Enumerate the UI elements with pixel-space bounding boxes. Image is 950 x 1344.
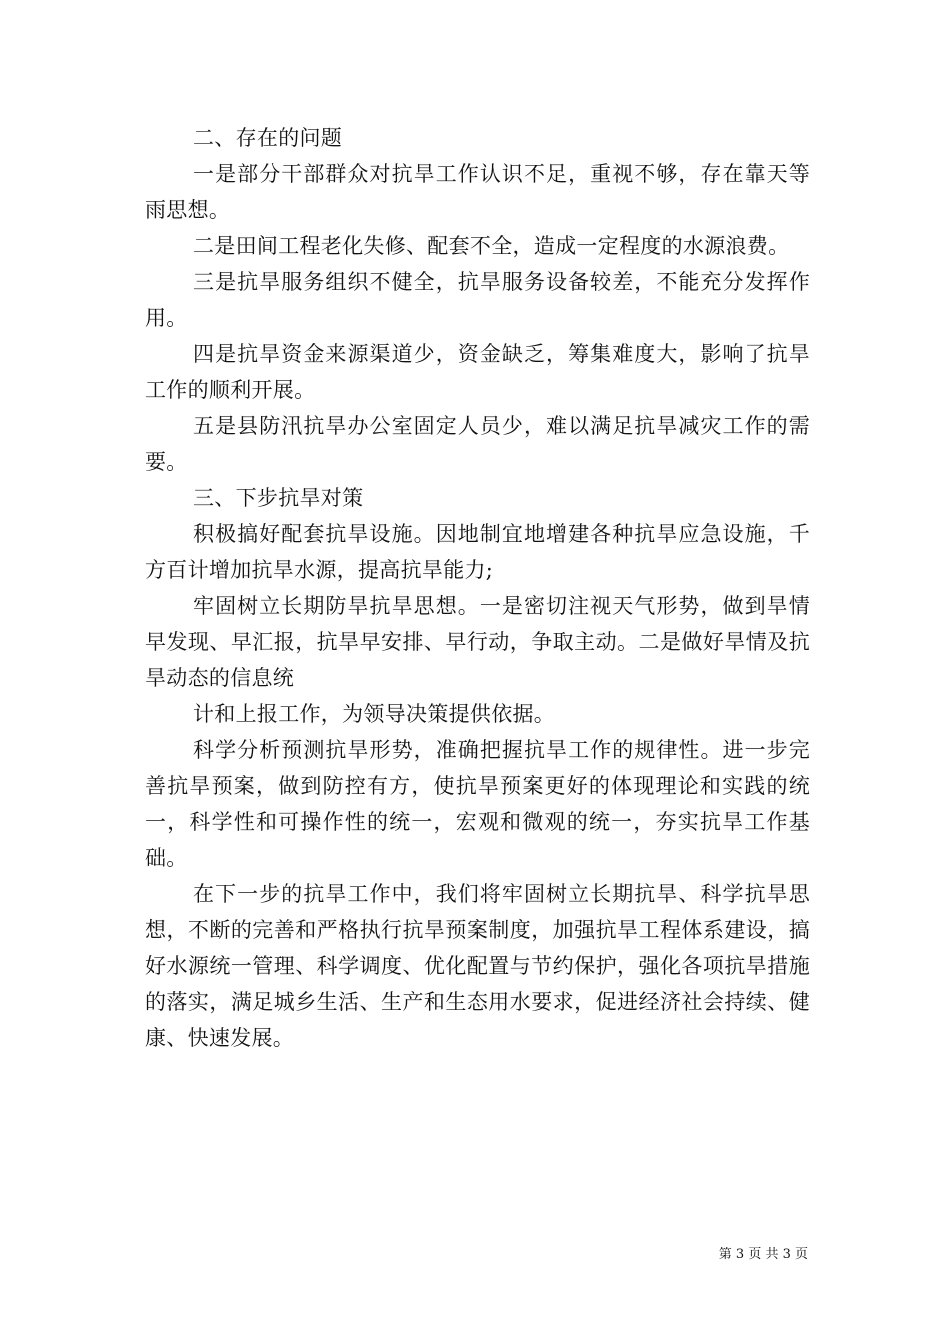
paragraph: 计和上报工作，为领导决策提供依据。 (193, 702, 556, 726)
paragraph: 积极搞好配套抗旱设施。因地制宜地增建各种抗旱应急设施，千方百计增加抗旱水源，提高抗旱能力; (145, 522, 810, 582)
paragraph: 四是抗旱资金来源渠道少，资金缺乏，筹集难度大，影响了抗旱工作的顺利开展。 (145, 342, 810, 402)
paragraph: 五是县防汛抗旱办公室固定人员少，难以满足抗旱减灾工作的需要。 (145, 414, 810, 474)
paragraph: 科学分析预测抗旱形势，准确把握抗旱工作的规律性。进一步完善抗旱预案，做到防控有方，使抗旱预案更好的体现理论和实践的统一，科学性和可操作性的统一，宏观和微观的统一，夯实抗旱工作基础。 (145, 738, 810, 870)
paragraph: 二是田间工程老化失修、配套不全，造成一定程度的水源浪费。 (193, 234, 790, 258)
document-body (145, 120, 810, 1056)
section-heading-problems: 二、存在的问题 (193, 126, 343, 150)
paragraph: 三是抗旱服务组织不健全，抗旱服务设备较差，不能充分发挥作用。 (145, 270, 810, 330)
page-number: 第 3 页 共 3 页 (718, 1247, 808, 1262)
paragraph: 一是部分干部群众对抗旱工作认识不足，重视不够，存在靠天等雨思想。 (145, 162, 810, 222)
paragraph: 牢固树立长期防旱抗旱思想。一是密切注视天气形势，做到旱情早发现、早汇报，抗旱早安排、早行动，争取主动。二是做好旱情及抗旱动态的信息统 (145, 594, 810, 690)
section-heading-countermeasures: 三、下步抗旱对策 (193, 486, 364, 510)
paragraph: 在下一步的抗旱工作中，我们将牢固树立长期抗旱、科学抗旱思想，不断的完善和严格执行抗旱预案制度，加强抗旱工程体系建设，搞好水源统一管理、科学调度、优化配置与节约保护，强化各项抗旱措施的落实，满足城乡生活、生产和生态用水要求，促进经济社会持续、健康、快速发展。 (145, 882, 810, 1050)
